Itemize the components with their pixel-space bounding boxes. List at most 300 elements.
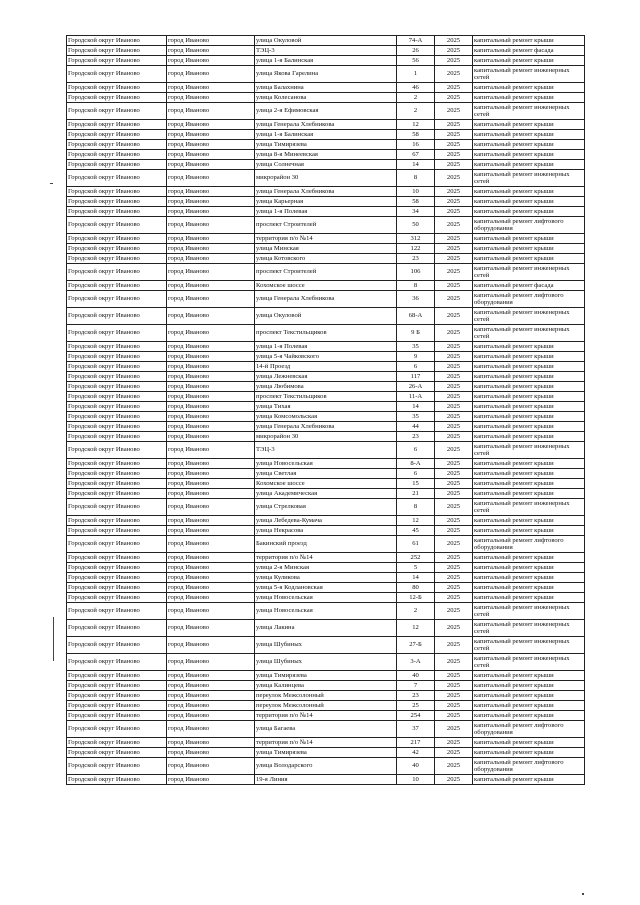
cell-city: город Иваново [167, 536, 255, 553]
cell-house-number: 2 [397, 93, 435, 103]
cell-street: переулок Межсолонный [255, 691, 397, 701]
cell-district: Городской округ Иваново [67, 469, 167, 479]
cell-work-type: капитальный ремонт инженерных сетей [473, 308, 585, 325]
cell-work-type: капитальный ремонт крыши [473, 160, 585, 170]
cell-street: улица Новосельская [255, 603, 397, 620]
cell-district: Городской округ Иваново [67, 442, 167, 459]
cell-street: переулок Межсолонный [255, 701, 397, 711]
table-row [67, 711, 585, 721]
cell-house-number: 35 [397, 412, 435, 422]
cell-city: город Иваново [167, 691, 255, 701]
cell-house-number: 7 [397, 681, 435, 691]
cell-house-number: 27-Б [397, 637, 435, 654]
cell-work-type: капитальный ремонт крыши [473, 489, 585, 499]
cell-work-type: капитальный ремонт крыши [473, 93, 585, 103]
table-row [67, 372, 585, 382]
cell-district: Городской округ Иваново [67, 150, 167, 160]
cell-district: Городской округ Иваново [67, 711, 167, 721]
cell-work-type: капитальный ремонт крыши [473, 382, 585, 392]
cell-street: улица 8-я Минеевская [255, 150, 397, 160]
cell-work-type: капитальный ремонт инженерных сетей [473, 603, 585, 620]
cell-street: улица 1-я Полевая [255, 342, 397, 352]
cell-district: Городской округ Иваново [67, 479, 167, 489]
table-row [67, 573, 585, 583]
cell-work-type: капитальный ремонт инженерных сетей [473, 620, 585, 637]
cell-district: Городской округ Иваново [67, 130, 167, 140]
cell-city: город Иваново [167, 758, 255, 775]
cell-house-number: 23 [397, 254, 435, 264]
cell-city: город Иваново [167, 130, 255, 140]
cell-city: город Иваново [167, 308, 255, 325]
cell-street: улица Тимирязева [255, 748, 397, 758]
table-row [67, 553, 585, 563]
cell-street: проспект Строителей [255, 264, 397, 281]
cell-house-number: 23 [397, 691, 435, 701]
cell-street: территория п/о №14 [255, 234, 397, 244]
cell-house-number: 5 [397, 563, 435, 573]
table-row [67, 499, 585, 516]
table-row [67, 748, 585, 758]
cell-work-type: капитальный ремонт крыши [473, 469, 585, 479]
cell-year: 2025 [435, 197, 473, 207]
cell-house-number: 42 [397, 748, 435, 758]
table-row [67, 671, 585, 681]
table-row [67, 516, 585, 526]
cell-district: Городской округ Иваново [67, 536, 167, 553]
cell-city: город Иваново [167, 671, 255, 681]
cell-house-number: 254 [397, 711, 435, 721]
cell-year: 2025 [435, 637, 473, 654]
cell-city: город Иваново [167, 217, 255, 234]
cell-work-type: капитальный ремонт инженерных сетей [473, 637, 585, 654]
cell-work-type: капитальный ремонт крыши [473, 593, 585, 603]
cell-district: Городской округ Иваново [67, 392, 167, 402]
cell-house-number: 40 [397, 758, 435, 775]
cell-year: 2025 [435, 281, 473, 291]
cell-city: город Иваново [167, 563, 255, 573]
cell-street: улица Тимирязева [255, 671, 397, 681]
cell-house-number: 16 [397, 140, 435, 150]
table-row [67, 758, 585, 775]
cell-street: улица Куликова [255, 573, 397, 583]
cell-district: Городской округ Иваново [67, 342, 167, 352]
cell-street: улица Генерала Хлебникова [255, 120, 397, 130]
table-row [67, 469, 585, 479]
cell-work-type: капитальный ремонт крыши [473, 775, 585, 785]
cell-street: Бакинский проезд [255, 536, 397, 553]
cell-house-number: 46 [397, 83, 435, 93]
cell-year: 2025 [435, 583, 473, 593]
table-row [67, 83, 585, 93]
cell-year: 2025 [435, 36, 473, 46]
cell-year: 2025 [435, 264, 473, 281]
cell-work-type: капитальный ремонт крыши [473, 402, 585, 412]
cell-street: улица Карьерная [255, 197, 397, 207]
cell-work-type: капитальный ремонт крыши [473, 392, 585, 402]
cell-year: 2025 [435, 244, 473, 254]
cell-work-type: капитальный ремонт крыши [473, 56, 585, 66]
cell-work-type: капитальный ремонт инженерных сетей [473, 654, 585, 671]
cell-house-number: 10 [397, 187, 435, 197]
cell-city: город Иваново [167, 637, 255, 654]
table-row [67, 593, 585, 603]
cell-district: Городской округ Иваново [67, 254, 167, 264]
cell-year: 2025 [435, 701, 473, 711]
cell-house-number: 15 [397, 479, 435, 489]
cell-street: улица Стрелковая [255, 499, 397, 516]
cell-city: город Иваново [167, 254, 255, 264]
cell-district: Городской округ Иваново [67, 140, 167, 150]
table-row [67, 738, 585, 748]
cell-house-number: 56 [397, 56, 435, 66]
scan-mark-left [53, 617, 54, 661]
cell-city: город Иваново [167, 459, 255, 469]
cell-house-number: 12 [397, 516, 435, 526]
cell-year: 2025 [435, 775, 473, 785]
cell-year: 2025 [435, 526, 473, 536]
cell-work-type: капитальный ремонт крыши [473, 130, 585, 140]
cell-house-number: 36 [397, 291, 435, 308]
cell-work-type: капитальный ремонт инженерных сетей [473, 499, 585, 516]
cell-year: 2025 [435, 748, 473, 758]
cell-work-type: капитальный ремонт инженерных сетей [473, 170, 585, 187]
cell-house-number: 26-А [397, 382, 435, 392]
table-row [67, 254, 585, 264]
cell-street: улица 1-я Балинская [255, 56, 397, 66]
cell-house-number: 6 [397, 469, 435, 479]
table-row [67, 308, 585, 325]
cell-district: Городской округ Иваново [67, 308, 167, 325]
cell-house-number: 2 [397, 103, 435, 120]
cell-district: Городской округ Иваново [67, 489, 167, 499]
cell-house-number: 11-А [397, 392, 435, 402]
cell-house-number: 8 [397, 170, 435, 187]
table-row [67, 691, 585, 701]
cell-street: территория п/о №14 [255, 553, 397, 563]
cell-year: 2025 [435, 402, 473, 412]
cell-city: город Иваново [167, 382, 255, 392]
cell-city: город Иваново [167, 392, 255, 402]
cell-city: город Иваново [167, 160, 255, 170]
cell-year: 2025 [435, 681, 473, 691]
cell-year: 2025 [435, 352, 473, 362]
scan-tick-left [50, 183, 53, 184]
cell-work-type: капитальный ремонт крыши [473, 479, 585, 489]
cell-house-number: 117 [397, 372, 435, 382]
cell-district: Городской округ Иваново [67, 120, 167, 130]
table-row [67, 36, 585, 46]
cell-district: Городской округ Иваново [67, 217, 167, 234]
cell-district: Городской округ Иваново [67, 583, 167, 593]
table-row [67, 442, 585, 459]
cell-year: 2025 [435, 603, 473, 620]
cell-work-type: капитальный ремонт крыши [473, 140, 585, 150]
cell-house-number: 50 [397, 217, 435, 234]
cell-year: 2025 [435, 573, 473, 583]
capital-repair-table [66, 35, 585, 785]
cell-street: улица Любимова [255, 382, 397, 392]
cell-year: 2025 [435, 170, 473, 187]
cell-city: город Иваново [167, 103, 255, 120]
cell-year: 2025 [435, 120, 473, 130]
scan-dot-bottom [582, 893, 584, 895]
work-schedule-table [66, 35, 584, 785]
cell-work-type: капитальный ремонт крыши [473, 36, 585, 46]
cell-district: Городской округ Иваново [67, 36, 167, 46]
cell-year: 2025 [435, 721, 473, 738]
cell-city: город Иваново [167, 721, 255, 738]
cell-city: город Иваново [167, 422, 255, 432]
cell-street: улица Лакина [255, 620, 397, 637]
cell-district: Городской округ Иваново [67, 244, 167, 254]
cell-year: 2025 [435, 207, 473, 217]
cell-house-number: 61 [397, 536, 435, 553]
cell-work-type: капитальный ремонт крыши [473, 583, 585, 593]
cell-district: Городской округ Иваново [67, 637, 167, 654]
cell-district: Городской округ Иваново [67, 748, 167, 758]
cell-city: город Иваново [167, 372, 255, 382]
cell-house-number: 8 [397, 281, 435, 291]
cell-city: город Иваново [167, 402, 255, 412]
cell-district: Городской округ Иваново [67, 382, 167, 392]
cell-district: Городской округ Иваново [67, 573, 167, 583]
cell-house-number: 8 [397, 499, 435, 516]
cell-street: микрорайон 30 [255, 432, 397, 442]
table-row [67, 382, 585, 392]
cell-work-type: капитальный ремонт крыши [473, 372, 585, 382]
cell-street: улица Генерала Хлебникова [255, 187, 397, 197]
cell-street: улица Балахнина [255, 83, 397, 93]
table-row [67, 362, 585, 372]
cell-house-number: 58 [397, 197, 435, 207]
table-row [67, 637, 585, 654]
table-row [67, 489, 585, 499]
cell-district: Городской округ Иваново [67, 93, 167, 103]
cell-house-number: 12 [397, 120, 435, 130]
cell-city: город Иваново [167, 701, 255, 711]
cell-city: город Иваново [167, 553, 255, 563]
cell-work-type: капитальный ремонт крыши [473, 197, 585, 207]
cell-work-type: капитальный ремонт крыши [473, 671, 585, 681]
cell-district: Городской округ Иваново [67, 526, 167, 536]
cell-year: 2025 [435, 459, 473, 469]
cell-district: Городской округ Иваново [67, 691, 167, 701]
cell-street: улица Некрасова [255, 526, 397, 536]
cell-year: 2025 [435, 553, 473, 563]
cell-city: город Иваново [167, 140, 255, 150]
cell-city: город Иваново [167, 442, 255, 459]
cell-year: 2025 [435, 536, 473, 553]
cell-district: Городской округ Иваново [67, 721, 167, 738]
cell-street: 19-я Линия [255, 775, 397, 785]
cell-house-number: 8-А [397, 459, 435, 469]
table-row [67, 681, 585, 691]
cell-work-type: капитальный ремонт инженерных сетей [473, 264, 585, 281]
cell-city: город Иваново [167, 66, 255, 83]
table-body [67, 36, 585, 785]
cell-city: город Иваново [167, 93, 255, 103]
cell-house-number: 14 [397, 160, 435, 170]
cell-street: улица Светлая [255, 469, 397, 479]
cell-city: город Иваново [167, 432, 255, 442]
cell-district: Городской округ Иваново [67, 499, 167, 516]
cell-district: Городской округ Иваново [67, 170, 167, 187]
cell-street: улица Якова Гарелина [255, 66, 397, 83]
table-row [67, 66, 585, 83]
table-row [67, 352, 585, 362]
cell-work-type: капитальный ремонт крыши [473, 352, 585, 362]
cell-house-number: 23 [397, 432, 435, 442]
cell-district: Городской округ Иваново [67, 281, 167, 291]
cell-street: проспект Текстильщиков [255, 392, 397, 402]
cell-work-type: капитальный ремонт инженерных сетей [473, 325, 585, 342]
cell-city: город Иваново [167, 620, 255, 637]
cell-street: улица Солнечная [255, 160, 397, 170]
cell-year: 2025 [435, 422, 473, 432]
cell-house-number: 12 [397, 620, 435, 637]
cell-street: улица Лебедева-Кумача [255, 516, 397, 526]
table-row [67, 654, 585, 671]
table-row [67, 150, 585, 160]
cell-city: город Иваново [167, 120, 255, 130]
table-row [67, 197, 585, 207]
cell-city: город Иваново [167, 150, 255, 160]
cell-house-number: 106 [397, 264, 435, 281]
cell-house-number: 74-А [397, 36, 435, 46]
cell-house-number: 44 [397, 422, 435, 432]
cell-street: улица Тихая [255, 402, 397, 412]
cell-work-type: капитальный ремонт крыши [473, 691, 585, 701]
cell-district: Городской округ Иваново [67, 620, 167, 637]
cell-city: город Иваново [167, 56, 255, 66]
cell-street: улица Багаева [255, 721, 397, 738]
cell-district: Городской округ Иваново [67, 681, 167, 691]
cell-house-number: 34 [397, 207, 435, 217]
cell-street: улица Генерала Хлебникова [255, 422, 397, 432]
cell-year: 2025 [435, 469, 473, 479]
cell-work-type: капитальный ремонт крыши [473, 254, 585, 264]
cell-year: 2025 [435, 291, 473, 308]
cell-house-number: 40 [397, 671, 435, 681]
cell-year: 2025 [435, 187, 473, 197]
cell-year: 2025 [435, 479, 473, 489]
cell-work-type: капитальный ремонт крыши [473, 187, 585, 197]
table-row [67, 217, 585, 234]
cell-district: Городской округ Иваново [67, 563, 167, 573]
table-row [67, 422, 585, 432]
table-row [67, 479, 585, 489]
cell-house-number: 26 [397, 46, 435, 56]
cell-district: Городской округ Иваново [67, 83, 167, 93]
cell-city: город Иваново [167, 83, 255, 93]
cell-street: улица Володарского [255, 758, 397, 775]
cell-house-number: 6 [397, 442, 435, 459]
cell-year: 2025 [435, 489, 473, 499]
cell-district: Городской округ Иваново [67, 160, 167, 170]
cell-year: 2025 [435, 671, 473, 681]
table-row [67, 234, 585, 244]
cell-work-type: капитальный ремонт крыши [473, 432, 585, 442]
cell-work-type: капитальный ремонт крыши [473, 553, 585, 563]
cell-city: город Иваново [167, 573, 255, 583]
cell-city: город Иваново [167, 207, 255, 217]
table-row [67, 563, 585, 573]
table-row [67, 56, 585, 66]
cell-city: город Иваново [167, 197, 255, 207]
cell-city: город Иваново [167, 46, 255, 56]
cell-year: 2025 [435, 93, 473, 103]
cell-work-type: капитальный ремонт крыши [473, 711, 585, 721]
cell-work-type: капитальный ремонт крыши [473, 120, 585, 130]
cell-district: Городской округ Иваново [67, 264, 167, 281]
cell-house-number: 9 [397, 352, 435, 362]
cell-house-number: 6 [397, 362, 435, 372]
cell-city: город Иваново [167, 187, 255, 197]
cell-district: Городской округ Иваново [67, 66, 167, 83]
cell-house-number: 67 [397, 150, 435, 160]
cell-year: 2025 [435, 516, 473, 526]
cell-district: Городской округ Иваново [67, 654, 167, 671]
cell-year: 2025 [435, 308, 473, 325]
cell-district: Городской округ Иваново [67, 593, 167, 603]
cell-street: улица Шубиных [255, 637, 397, 654]
cell-work-type: капитальный ремонт крыши [473, 459, 585, 469]
cell-year: 2025 [435, 56, 473, 66]
cell-district: Городской округ Иваново [67, 291, 167, 308]
cell-work-type: капитальный ремонт лифтового оборудования [473, 291, 585, 308]
cell-work-type: капитальный ремонт инженерных сетей [473, 103, 585, 120]
cell-work-type: капитальный ремонт крыши [473, 422, 585, 432]
cell-city: город Иваново [167, 264, 255, 281]
cell-house-number: 35 [397, 342, 435, 352]
cell-work-type: капитальный ремонт крыши [473, 412, 585, 422]
cell-city: город Иваново [167, 244, 255, 254]
cell-city: город Иваново [167, 593, 255, 603]
cell-city: город Иваново [167, 748, 255, 758]
cell-street: улица 1-я Балинская [255, 130, 397, 140]
cell-house-number: 312 [397, 234, 435, 244]
cell-house-number: 252 [397, 553, 435, 563]
cell-street: проспект Строителей [255, 217, 397, 234]
cell-house-number: 37 [397, 721, 435, 738]
table-row [67, 130, 585, 140]
cell-city: город Иваново [167, 681, 255, 691]
cell-year: 2025 [435, 140, 473, 150]
cell-year: 2025 [435, 325, 473, 342]
cell-city: город Иваново [167, 499, 255, 516]
table-row [67, 325, 585, 342]
cell-year: 2025 [435, 362, 473, 372]
cell-house-number: 122 [397, 244, 435, 254]
cell-district: Городской округ Иваново [67, 46, 167, 56]
cell-house-number: 10 [397, 775, 435, 785]
cell-year: 2025 [435, 234, 473, 244]
table-row [67, 160, 585, 170]
cell-district: Городской округ Иваново [67, 432, 167, 442]
cell-year: 2025 [435, 342, 473, 352]
cell-street: улица 5-я Кодлановская [255, 583, 397, 593]
table-row [67, 620, 585, 637]
cell-street: улица Окуловой [255, 308, 397, 325]
cell-work-type: капитальный ремонт фасада [473, 281, 585, 291]
cell-work-type: капитальный ремонт крыши [473, 207, 585, 217]
cell-work-type: капитальный ремонт крыши [473, 573, 585, 583]
cell-work-type: капитальный ремонт инженерных сетей [473, 66, 585, 83]
cell-work-type: капитальный ремонт лифтового оборудования [473, 536, 585, 553]
cell-city: город Иваново [167, 603, 255, 620]
cell-work-type: капитальный ремонт крыши [473, 563, 585, 573]
cell-city: город Иваново [167, 654, 255, 671]
